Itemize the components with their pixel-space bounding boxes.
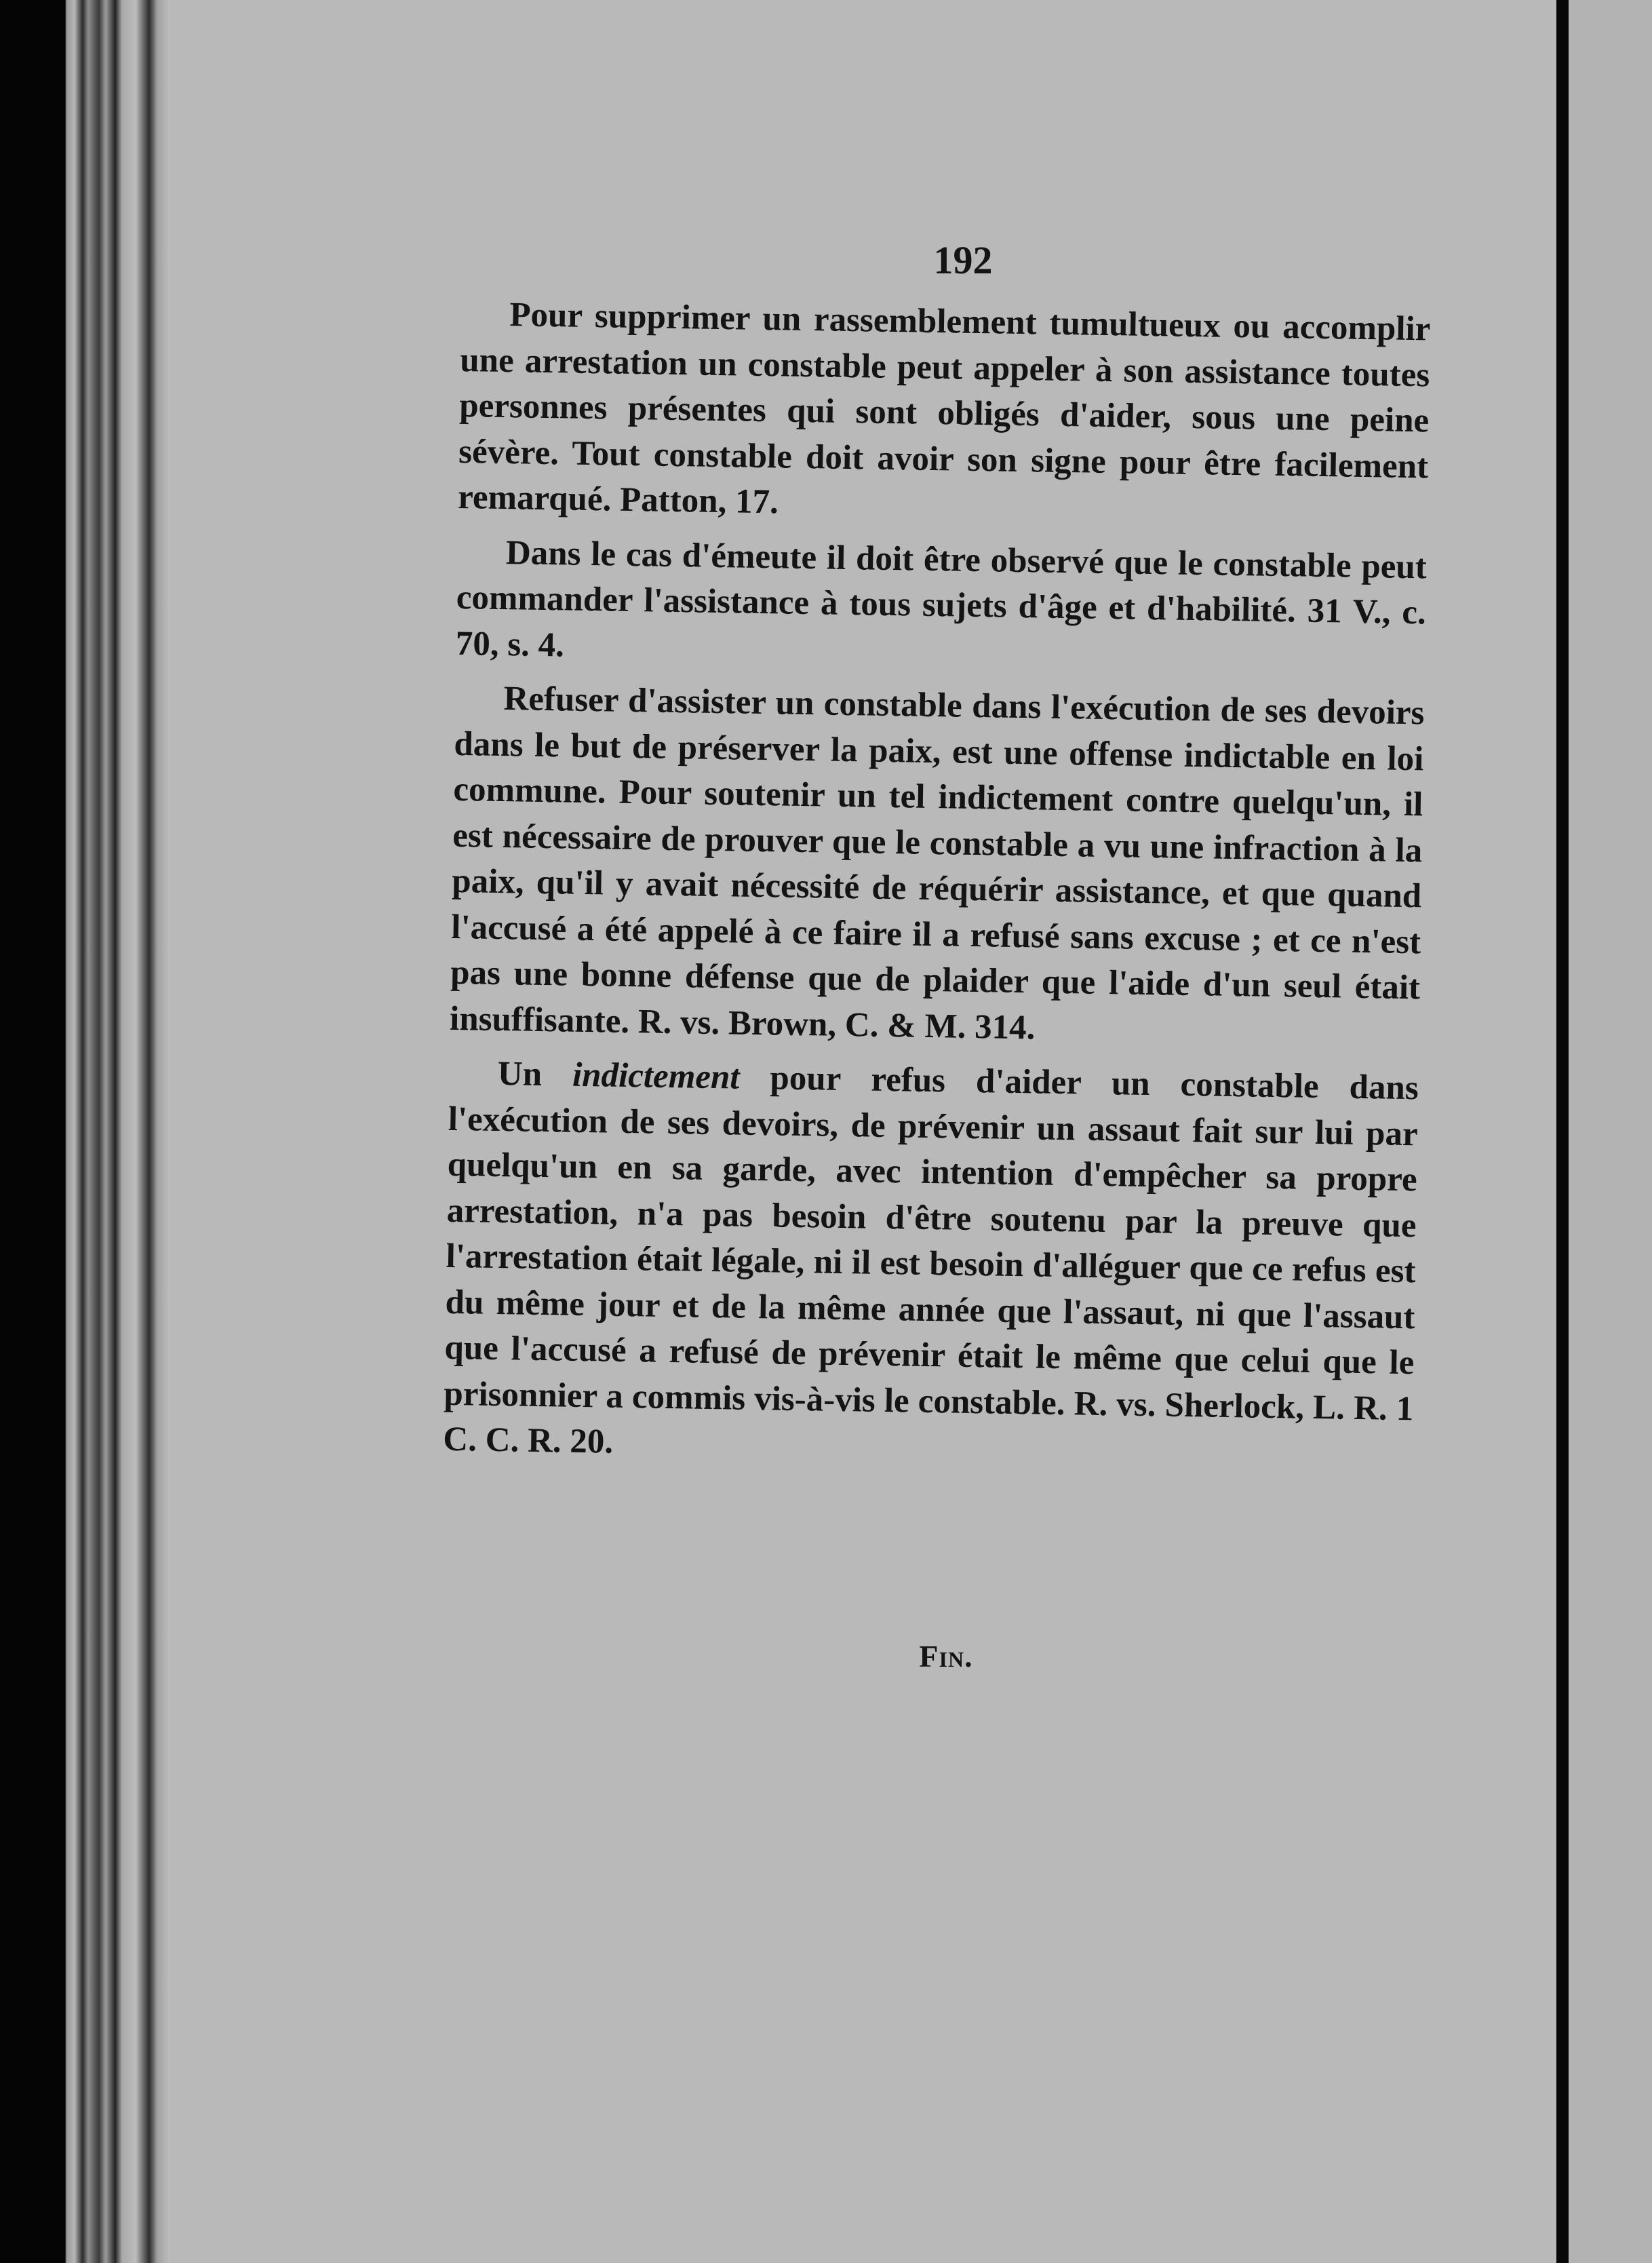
paragraph-4-text: pour refus d'aider un constable dans l'exécution de ses devoirs, de prévenir un assaut fait sur lui par quelqu'un en sa garde, avec intention d'empêcher sa propre arrestation, n'a pas besoin d'être soutenu par la preuve que l'arrestation était légale, ni il est besoin d'alléguer que ce refus est du même jour et de la même année que l'assaut, ni que l'assaut que l'accusé a refusé de prévenir était le même que celui que le prisonnier a commis vis-à-vis le constable. R. vs. Sherlock, L. R. 1 C. C. R. 20. (442, 1058, 1419, 1461)
paragraph-1: Pour supprimer un rassemblement tumultueux ou accomplir une arrestation un constable peut appeler à son assistance toutes personnes présentes qui sont obligés d'aider, sous une peine sévère. Tout constable doit avoir son signe pour être facilement remarqué. Patton, 17. (457, 296, 1431, 522)
body-text (443, 292, 1431, 1487)
paragraph-4-emphasis: indictement (572, 1056, 740, 1097)
page-number: 192 (933, 238, 993, 282)
right-page-border (1556, 0, 1569, 2263)
closing-word: Fin. (919, 1639, 973, 1674)
paragraph-4-lead: Un (497, 1054, 573, 1094)
paragraph-4 (443, 1051, 1419, 1478)
paragraph-3: Refuser d'assister un constable dans l'exécution de ses devoirs dans le but de préserver la paix, est une offense indictable en loi commune. Pour soutenir un tel indictement contre quelqu'un, il est nécessaire de prouver que le constable a vu une infraction à la paix, qu'il y avait nécessité de réquérir assistance, et que quand l'accusé a été appelé à ce faire il a refusé sans excuse ; et ce n'est pas une bonne défense que de plaider que l'aide d'un seul était insuffisante. R. vs. Brown, C. & M. 314. (449, 680, 1425, 1047)
paragraph-2: Dans le cas d'émeute il doit être observé que le constable peut commander l'assistance à tous sujets d'âge et d'habilité. 31 V., c. 70, s. 4. (455, 533, 1428, 664)
book-binding-edge (0, 0, 170, 2263)
adjacent-page-edge (1569, 0, 1652, 2263)
